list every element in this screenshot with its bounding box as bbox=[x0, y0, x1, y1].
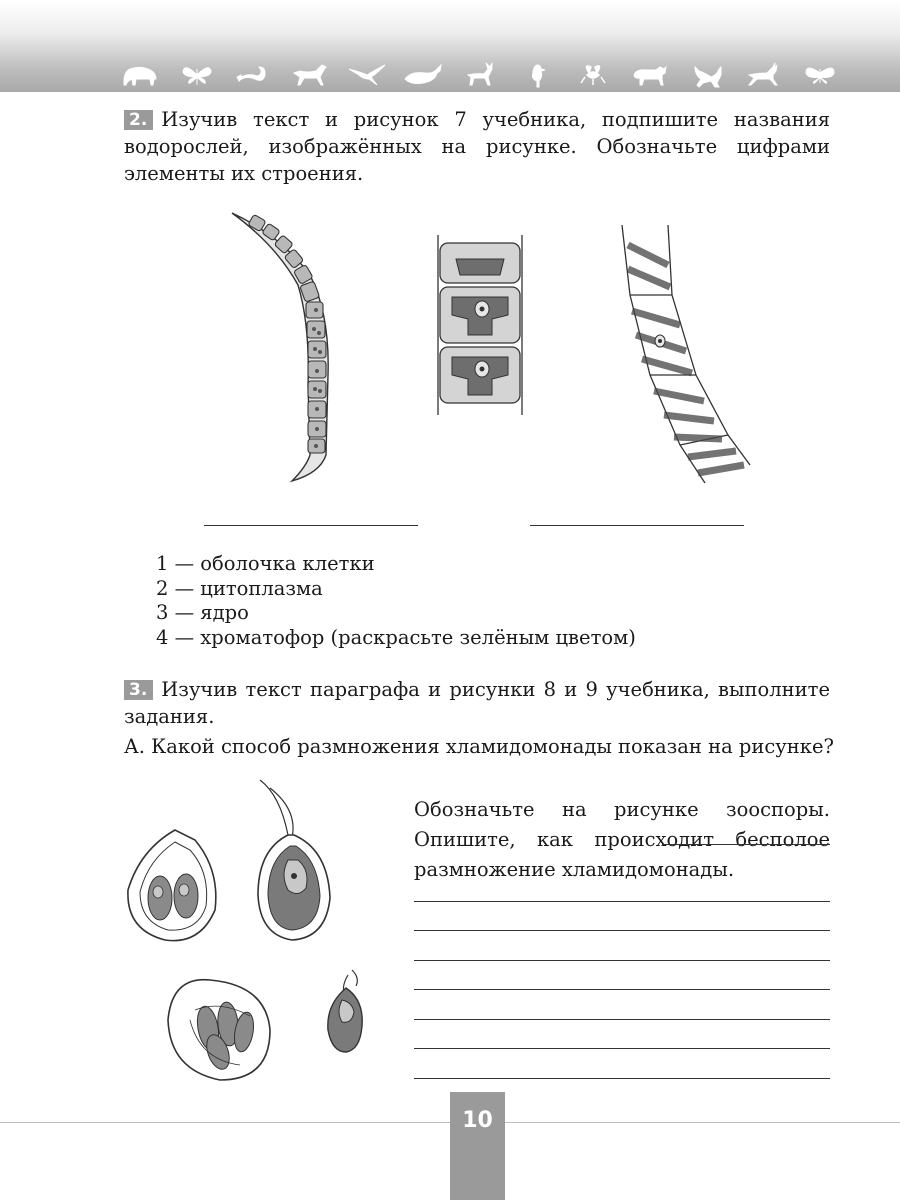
task-2-number: 2. bbox=[124, 110, 153, 130]
scorpion-icon bbox=[233, 61, 273, 89]
task-2-text bbox=[124, 106, 830, 187]
answer-lines[interactable] bbox=[414, 872, 830, 1079]
answer-line[interactable] bbox=[414, 990, 830, 1020]
legend-item-cell-wall: 1 — оболочка клетки bbox=[156, 552, 375, 575]
deer-icon bbox=[460, 61, 500, 89]
task-3-number: 3. bbox=[124, 680, 153, 700]
task-3-instruction: Изучив текст параграфа и рисунки 8 и 9 учебника, выполните задания. bbox=[124, 678, 830, 728]
answer-line-inline[interactable] bbox=[662, 844, 830, 845]
algae-name-line-2[interactable] bbox=[530, 525, 744, 526]
answer-line[interactable] bbox=[414, 902, 830, 932]
moth-icon bbox=[800, 61, 840, 89]
horse-icon bbox=[290, 61, 330, 89]
cat-icon bbox=[687, 61, 727, 89]
zoospore-instruction: Обозначьте на рисунке зооспоры. Опишите, как происходит бесполое размножение хламидомонады. bbox=[414, 798, 830, 881]
answer-line[interactable] bbox=[414, 1020, 830, 1050]
question-a: А. Какой способ размножения хламидомонады показан на рисунке? bbox=[124, 735, 834, 758]
page-number: 10 bbox=[462, 1108, 493, 1133]
bison-icon bbox=[120, 61, 160, 89]
legend-item-nucleus: 3 — ядро bbox=[156, 601, 249, 624]
legend-item-chromatophore: 4 — хроматофор (раскрасьте зелёным цветом) bbox=[156, 625, 636, 649]
legend-item-cytoplasm: 2 — цитоплазма bbox=[156, 576, 323, 600]
animal-silhouette-strip bbox=[120, 60, 840, 90]
spirogyra-figure bbox=[610, 225, 755, 485]
antelope-icon bbox=[743, 61, 783, 89]
chlamydomonas-figure bbox=[120, 780, 400, 1085]
structure-legend bbox=[156, 552, 636, 650]
butterfly-icon bbox=[177, 61, 217, 89]
bird-icon bbox=[517, 61, 557, 89]
bull-icon bbox=[630, 61, 670, 89]
algae-filament-figure bbox=[220, 205, 350, 490]
bee-icon bbox=[573, 61, 613, 89]
answer-line[interactable] bbox=[414, 931, 830, 961]
answer-line[interactable] bbox=[414, 961, 830, 991]
task-3-text bbox=[124, 676, 830, 730]
answer-line[interactable] bbox=[414, 1049, 830, 1079]
answer-line[interactable] bbox=[414, 872, 830, 902]
algae-name-line-1[interactable] bbox=[204, 525, 418, 526]
whale-icon bbox=[403, 61, 443, 89]
task-2-instruction: Изучив текст и рисунок 7 учебника, подпишите названия водорослей, изображённых на рисунке. Обозначьте цифрами элементы их строения. bbox=[124, 108, 830, 185]
swallow-icon bbox=[347, 61, 387, 89]
algae-cells-figure bbox=[430, 235, 530, 425]
